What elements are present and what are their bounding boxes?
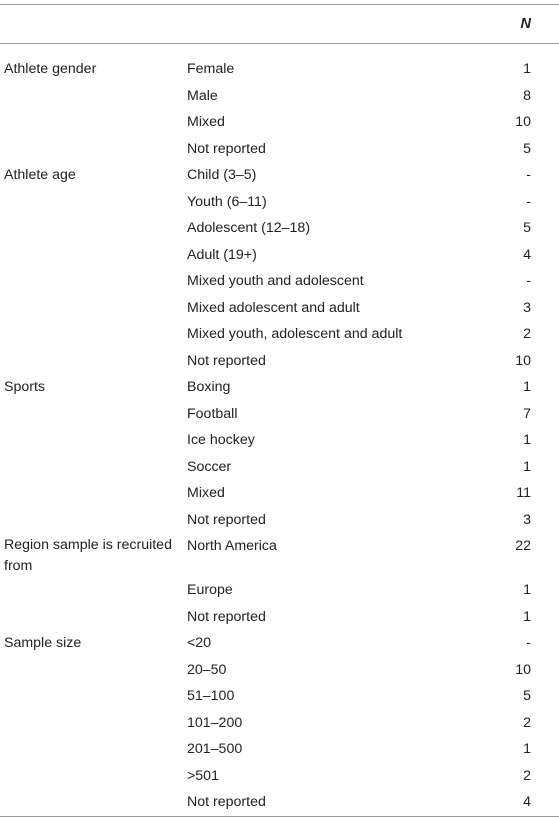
row-item: Boxing xyxy=(187,379,231,395)
row-item: Mixed youth and adolescent xyxy=(187,273,364,289)
row-item: 51–100 xyxy=(187,688,235,704)
table-row xyxy=(0,480,559,507)
row-n: 5 xyxy=(523,688,531,704)
row-category xyxy=(0,321,187,348)
row-n: 1 xyxy=(523,458,531,475)
row-n: 11 xyxy=(516,485,531,501)
row-n: 1 xyxy=(523,608,531,625)
table-row xyxy=(0,268,559,295)
row-item: Mixed xyxy=(187,114,225,130)
row-n: 10 xyxy=(515,114,531,130)
table-row xyxy=(0,763,559,790)
row-category xyxy=(0,657,187,684)
row-n: 1 xyxy=(523,741,531,757)
table-header xyxy=(0,5,559,44)
table-row xyxy=(0,710,559,737)
row-n: - xyxy=(526,635,531,651)
table-row xyxy=(0,630,559,657)
row-item: Adolescent (12–18) xyxy=(187,220,311,236)
row-category xyxy=(0,242,187,269)
row-category xyxy=(0,736,187,763)
table-row xyxy=(0,295,559,322)
row-n: 5 xyxy=(523,220,531,236)
row-n: 22 xyxy=(515,538,531,554)
row-category xyxy=(0,109,187,136)
row-n: 1 xyxy=(523,582,531,598)
row-category xyxy=(0,683,187,710)
row-category xyxy=(0,480,187,507)
row-category xyxy=(0,604,187,631)
row-category xyxy=(0,136,187,163)
row-item: Adult (19+) xyxy=(187,246,257,263)
row-category: Sample size xyxy=(4,635,82,651)
row-item: Not reported xyxy=(187,608,266,625)
row-item: Ice hockey xyxy=(187,432,255,448)
row-item: Female xyxy=(187,61,235,77)
table-row xyxy=(0,604,559,631)
row-category: Athlete age xyxy=(4,167,76,183)
row-n: 3 xyxy=(523,511,531,528)
row-item: Football xyxy=(187,405,238,422)
row-item: Mixed xyxy=(187,485,225,501)
row-n: 2 xyxy=(523,767,531,784)
row-n: - xyxy=(526,273,531,289)
table-row xyxy=(0,374,559,401)
table-row xyxy=(0,789,559,816)
row-n: 2 xyxy=(523,326,531,342)
row-category xyxy=(0,189,187,216)
row-n: 7 xyxy=(523,405,531,422)
header-row xyxy=(0,5,559,44)
row-category xyxy=(0,215,187,242)
table-row xyxy=(0,657,559,684)
table-row xyxy=(0,189,559,216)
row-category xyxy=(0,710,187,737)
row-item: Youth (6–11) xyxy=(187,193,267,210)
row-category xyxy=(0,348,187,375)
row-n: 2 xyxy=(523,714,531,731)
row-category: Athlete gender xyxy=(4,61,97,77)
table-body xyxy=(0,44,559,817)
row-category xyxy=(0,268,187,295)
row-item: >501 xyxy=(187,767,219,784)
row-n: 1 xyxy=(523,61,531,77)
table-row xyxy=(0,321,559,348)
table-row xyxy=(0,533,559,577)
row-n: 5 xyxy=(523,140,531,157)
row-item: Europe xyxy=(187,582,233,598)
row-n: 8 xyxy=(523,87,531,104)
row-item: Mixed adolescent and adult xyxy=(187,299,360,316)
table-row xyxy=(0,109,559,136)
row-category: Region sample is recruited from xyxy=(4,537,172,574)
row-item: 20–50 xyxy=(187,661,227,678)
row-category xyxy=(0,577,187,604)
row-category xyxy=(0,295,187,322)
row-item: North America xyxy=(187,538,277,554)
row-item: Not reported xyxy=(187,352,266,369)
row-category xyxy=(0,83,187,110)
table-row xyxy=(0,215,559,242)
row-n: 4 xyxy=(523,246,531,263)
table-row xyxy=(0,454,559,481)
table-row xyxy=(0,507,559,534)
table-row xyxy=(0,162,559,189)
row-item: <20 xyxy=(187,635,212,651)
table-row xyxy=(0,136,559,163)
row-item: 201–500 xyxy=(187,741,243,757)
row-item: Male xyxy=(187,87,218,104)
row-category xyxy=(0,763,187,790)
row-n: - xyxy=(526,167,531,183)
row-item: Not reported xyxy=(187,794,266,810)
table-row xyxy=(0,44,559,83)
row-n: 3 xyxy=(523,299,531,316)
header-n: N xyxy=(520,16,531,32)
row-item: Child (3–5) xyxy=(187,167,257,183)
row-n: 10 xyxy=(515,352,531,369)
row-n: 1 xyxy=(523,379,531,395)
table-row xyxy=(0,427,559,454)
row-item: Not reported xyxy=(187,140,266,157)
row-category xyxy=(0,401,187,428)
row-category xyxy=(0,789,187,816)
header-category xyxy=(0,5,187,44)
row-n: 10 xyxy=(515,661,531,678)
table-row xyxy=(0,736,559,763)
table-row xyxy=(0,577,559,604)
table-row xyxy=(0,401,559,428)
table-row xyxy=(0,242,559,269)
data-table xyxy=(0,4,559,817)
row-n: 1 xyxy=(523,432,531,448)
row-item: 101–200 xyxy=(187,714,243,731)
row-n: 4 xyxy=(523,794,531,810)
table-row xyxy=(0,83,559,110)
row-category xyxy=(0,507,187,534)
row-category xyxy=(0,454,187,481)
row-n: - xyxy=(526,193,531,210)
row-category xyxy=(0,427,187,454)
table-row xyxy=(0,348,559,375)
row-category: Sports xyxy=(4,379,46,395)
row-item: Soccer xyxy=(187,458,232,475)
table-row xyxy=(0,683,559,710)
row-item: Mixed youth, adolescent and adult xyxy=(187,326,403,342)
row-item: Not reported xyxy=(187,511,266,528)
header-item xyxy=(187,5,487,44)
